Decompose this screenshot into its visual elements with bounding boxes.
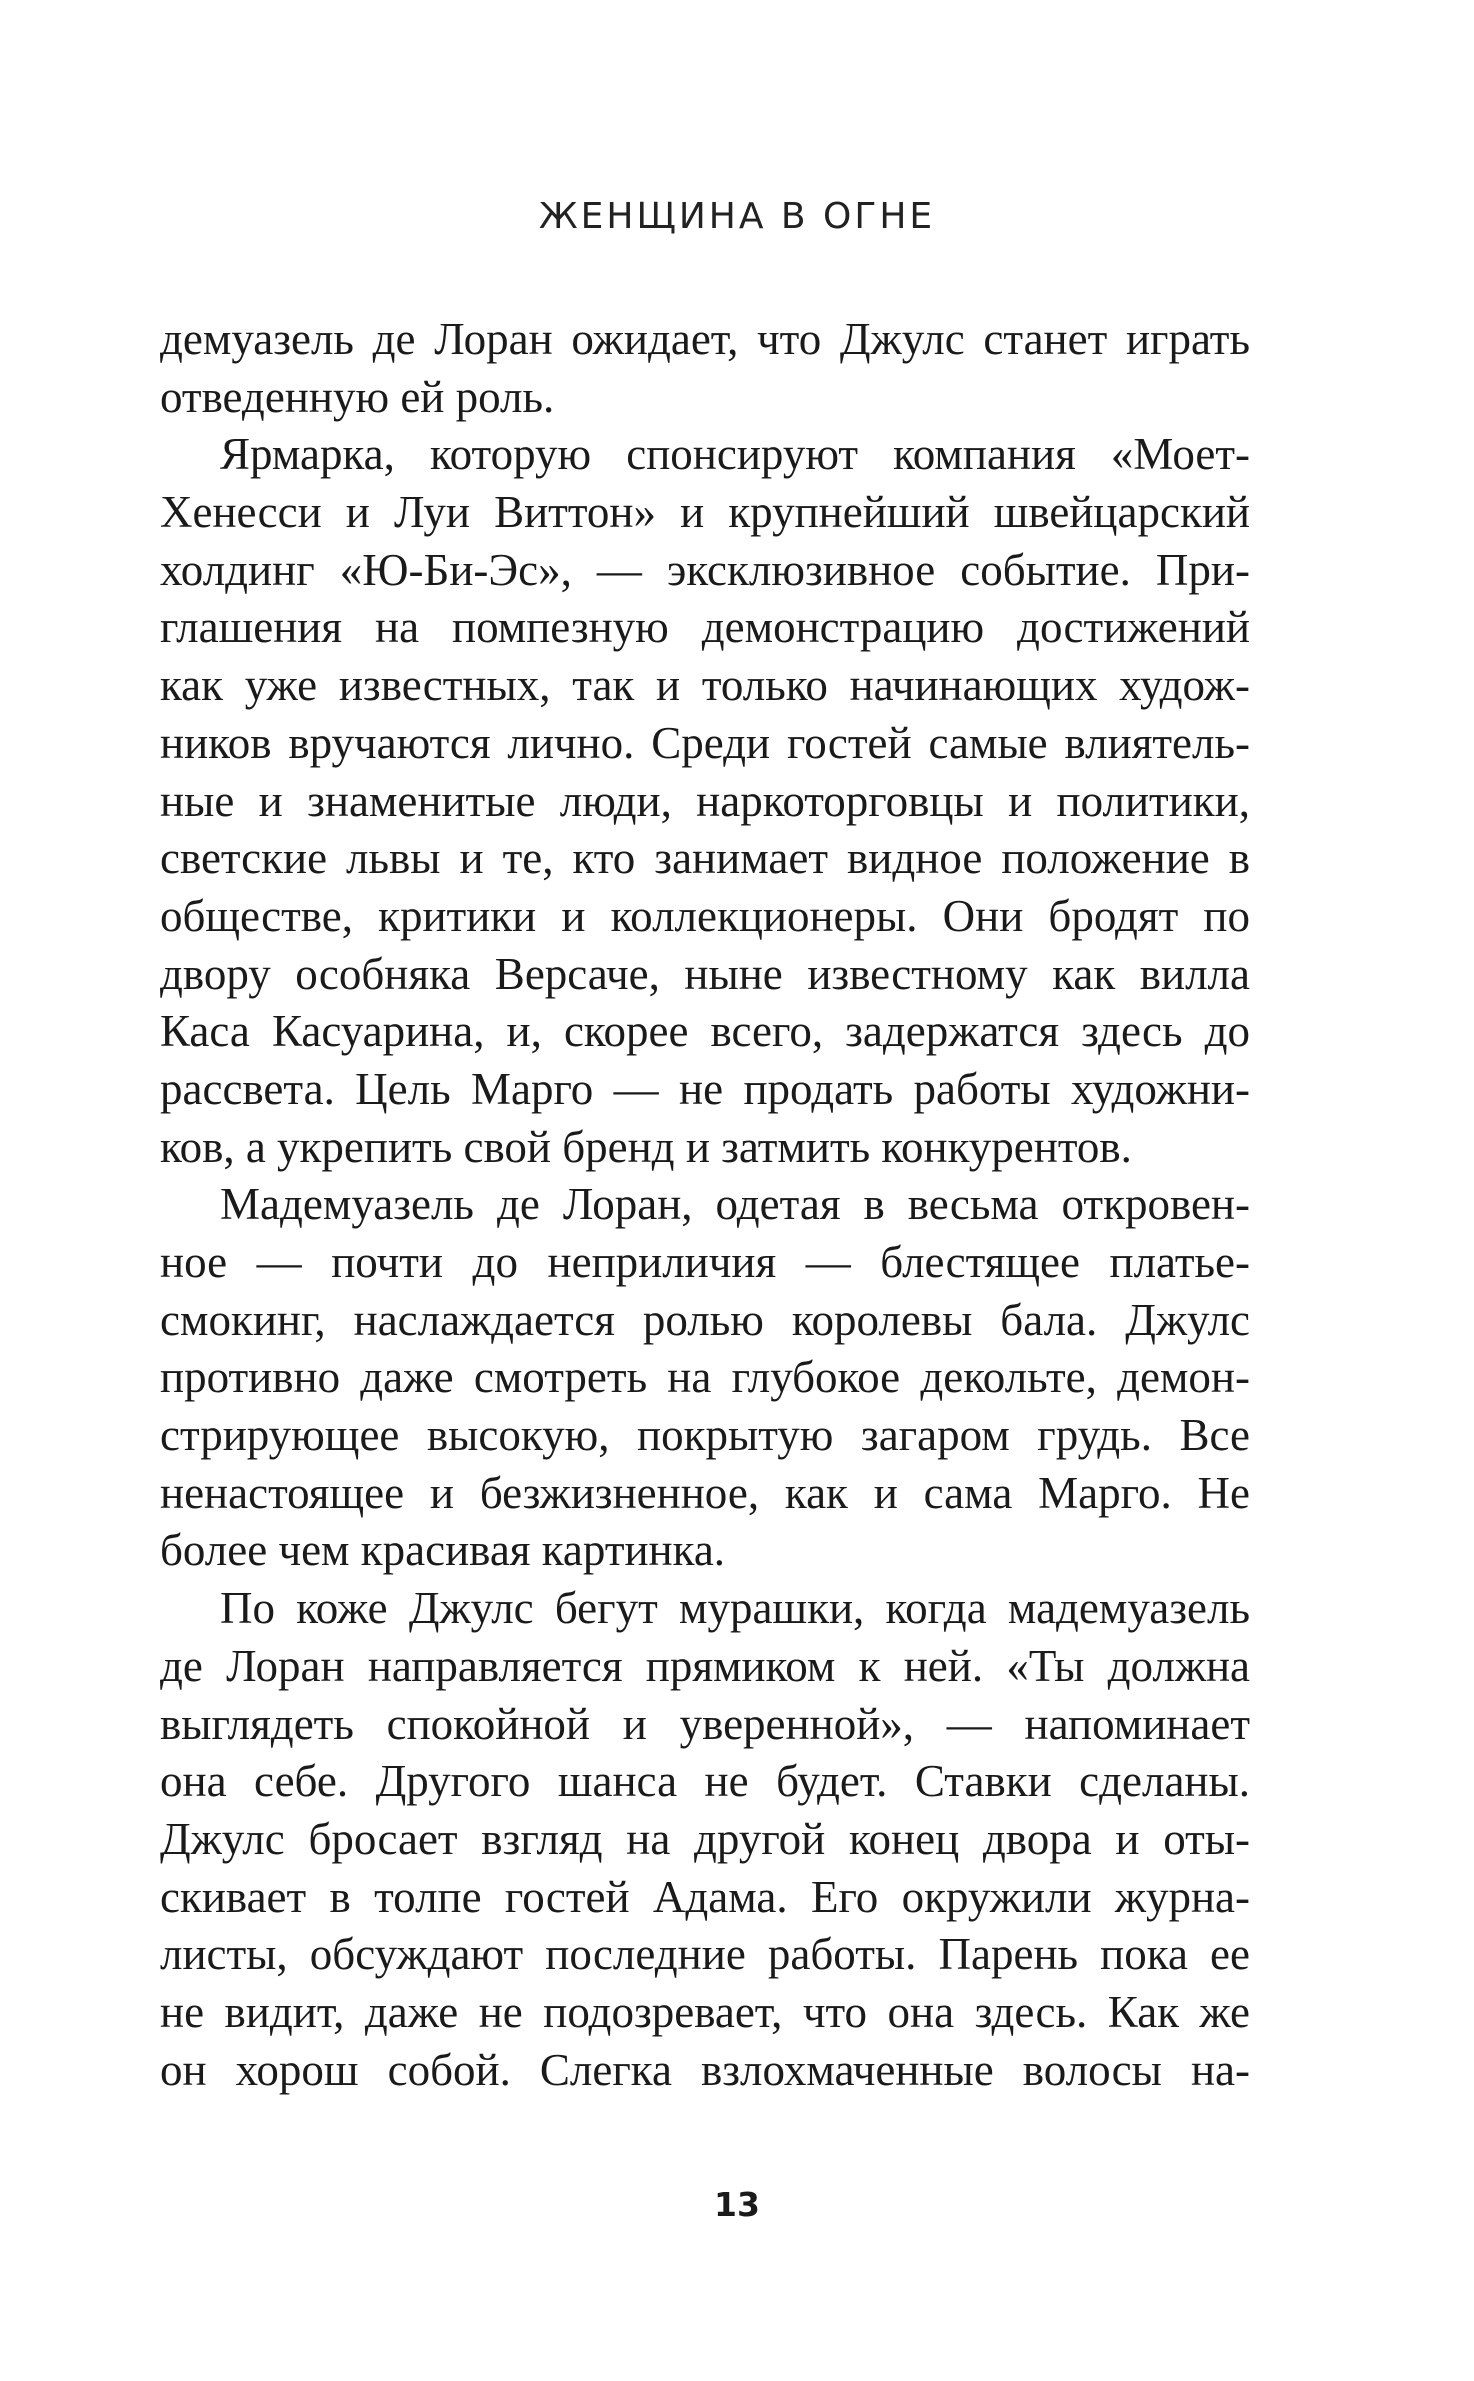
text-line: глашения на помпезную демонстрацию достижений: [160, 602, 1250, 653]
body-text: [160, 311, 1250, 2099]
text-line: двору особняка Версаче, ныне известному как вилла: [160, 948, 1250, 999]
text-line: обществе, критики и коллекционеры. Они бродят по: [160, 890, 1250, 941]
text-line: холдинг «Ю-Би-Эс», — эксклюзивное событие. При-: [160, 544, 1250, 595]
text-line: она себе. Другого шанса не будет. Ставки сделаны.: [160, 1756, 1250, 1807]
text-line: выглядеть спокойной и уверенной», — напоминает: [160, 1698, 1250, 1749]
text-line: ное — почти до неприличия — блестящее платье-: [160, 1237, 1250, 1287]
text-line: более чем красивая картинка.: [160, 1525, 726, 1576]
text-line: де Лоран направляется прямиком к ней. «Ты должна: [160, 1640, 1250, 1691]
text-line: ков, а укрепить свой бренд и затмить конкурентов.: [160, 1121, 1132, 1172]
text-line: ные и знаменитые люди, наркоторговцы и политики,: [160, 775, 1250, 826]
text-line: как уже известных, так и только начинающих худож-: [160, 660, 1250, 711]
text-line: Каса Касуарина, и, скорее всего, задержатся здесь до: [160, 1006, 1250, 1057]
text-line: демуазель де Лоран ожидает, что Джулс станет играть: [160, 314, 1250, 364]
text-line: светские львы и те, кто занимает видное положение в: [160, 833, 1250, 884]
text-line: смокинг, наслаждается ролью королевы бала. Джулс: [160, 1294, 1250, 1345]
text-line: он хорош собой. Слегка взлохмаченные волосы на-: [160, 2044, 1250, 2095]
text-line: Джулс бросает взгляд на другой конец двора и оты-: [160, 1813, 1250, 1864]
text-line: отведенную ей роль.: [160, 371, 555, 422]
text-line: Мадемуазель де Лоран, одетая в весьма откровен-: [220, 1179, 1250, 1230]
text-line: Хенесси и Луи Виттон» и крупнейший швейцарский: [160, 487, 1250, 538]
text-line: ников вручаются лично. Среди гостей самые влиятель-: [160, 717, 1250, 768]
text-line: противно даже смотреть на глубокое декольте, демон-: [160, 1352, 1250, 1403]
text-line: скивает в толпе гостей Адама. Его окружили журна-: [160, 1871, 1250, 1922]
text-line: стрирующее высокую, покрытую загаром грудь. Все: [160, 1410, 1250, 1461]
page-number: 13: [714, 2185, 760, 2224]
text-line: ненастоящее и безжизненное, как и сама Марго. Не: [160, 1467, 1250, 1518]
text-line: листы, обсуждают последние работы. Парень пока ее: [160, 1929, 1250, 1980]
text-line: рассвета. Цель Марго — не продать работы художни-: [160, 1063, 1250, 1114]
text-line: Ярмарка, которую спонсируют компания «Моет-: [220, 429, 1250, 480]
text-line: не видит, даже не подозревает, что она здесь. Как же: [160, 1986, 1250, 2037]
running-head: ЖЕНЩИНА В ОГНЕ: [538, 196, 936, 237]
text-line: По коже Джулс бегут мурашки, когда мадемуазель: [220, 1583, 1250, 1634]
